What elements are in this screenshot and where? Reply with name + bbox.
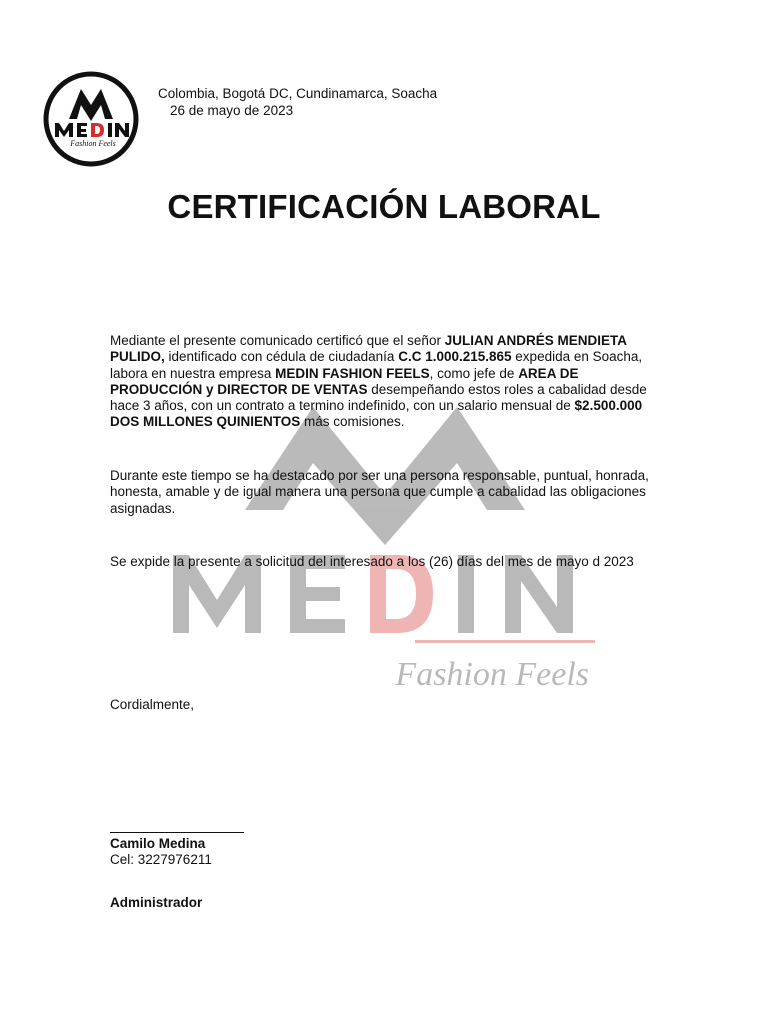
closing-text: Cordialmente, — [110, 697, 195, 712]
header-location: Colombia, Bogotá DC, Cundinamarca, Soacha — [158, 86, 438, 101]
performance-paragraph: Durante este tiempo se ha destacado por ser una persona responsable, puntual, honrada, honesta, amable y de igual manera una persona que cumple a cabalidad las obligaciones asignadas. — [110, 468, 649, 516]
certification-paragraph — [110, 333, 655, 431]
medin-logo — [43, 71, 139, 167]
signatory-name: Camilo Medina — [110, 836, 206, 851]
p1-text-3: expedida en Soacha, labora en nuestra empresa — [110, 349, 643, 381]
issuance-paragraph: Se expide la presente a solicitud del interesado a los (26) días del mes de mayo d 2023 — [110, 554, 634, 569]
company-name: MEDIN FASHION FEELS — [275, 365, 430, 381]
watermark-tagline: Fashion Feels — [395, 656, 589, 693]
p1-text-6: más comisiones. — [300, 414, 405, 430]
p1-text-1: Mediante el presente comunicado certificó que el señor — [110, 333, 445, 348]
signatory-phone: Cel: 3227976211 — [110, 852, 212, 867]
p1-text-2: identificado con cédula de ciudadanía — [164, 349, 399, 365]
employee-name: JULIAN ANDRÉS MENDIETA PULIDO, — [110, 333, 627, 365]
header-block — [158, 85, 437, 119]
job-role: AREA DE PRODUCCIÓN y DIRECTOR DE VENTAS — [110, 365, 579, 397]
signature-line — [110, 832, 244, 833]
logo-tagline: Fashion Feels — [70, 139, 116, 148]
salary: $2.500.000 DOS MILLONES QUINIENTOS — [110, 398, 643, 430]
p1-text-5: desempeñando estos roles a cabalidad desde hace 3 años, con un contrato a termino indefinido, con un salario mensual de — [110, 381, 647, 414]
id-number: C.C 1.000.215.865 — [398, 349, 512, 365]
watermark-logo — [165, 385, 605, 695]
watermark-underline — [415, 640, 595, 643]
signatory-role: Administrador — [110, 895, 203, 910]
header-date: 26 de mayo de 2023 — [170, 103, 294, 118]
document-title: CERTIFICACIÓN LABORAL — [167, 188, 601, 225]
p1-text-4: , como jefe de — [429, 365, 519, 381]
